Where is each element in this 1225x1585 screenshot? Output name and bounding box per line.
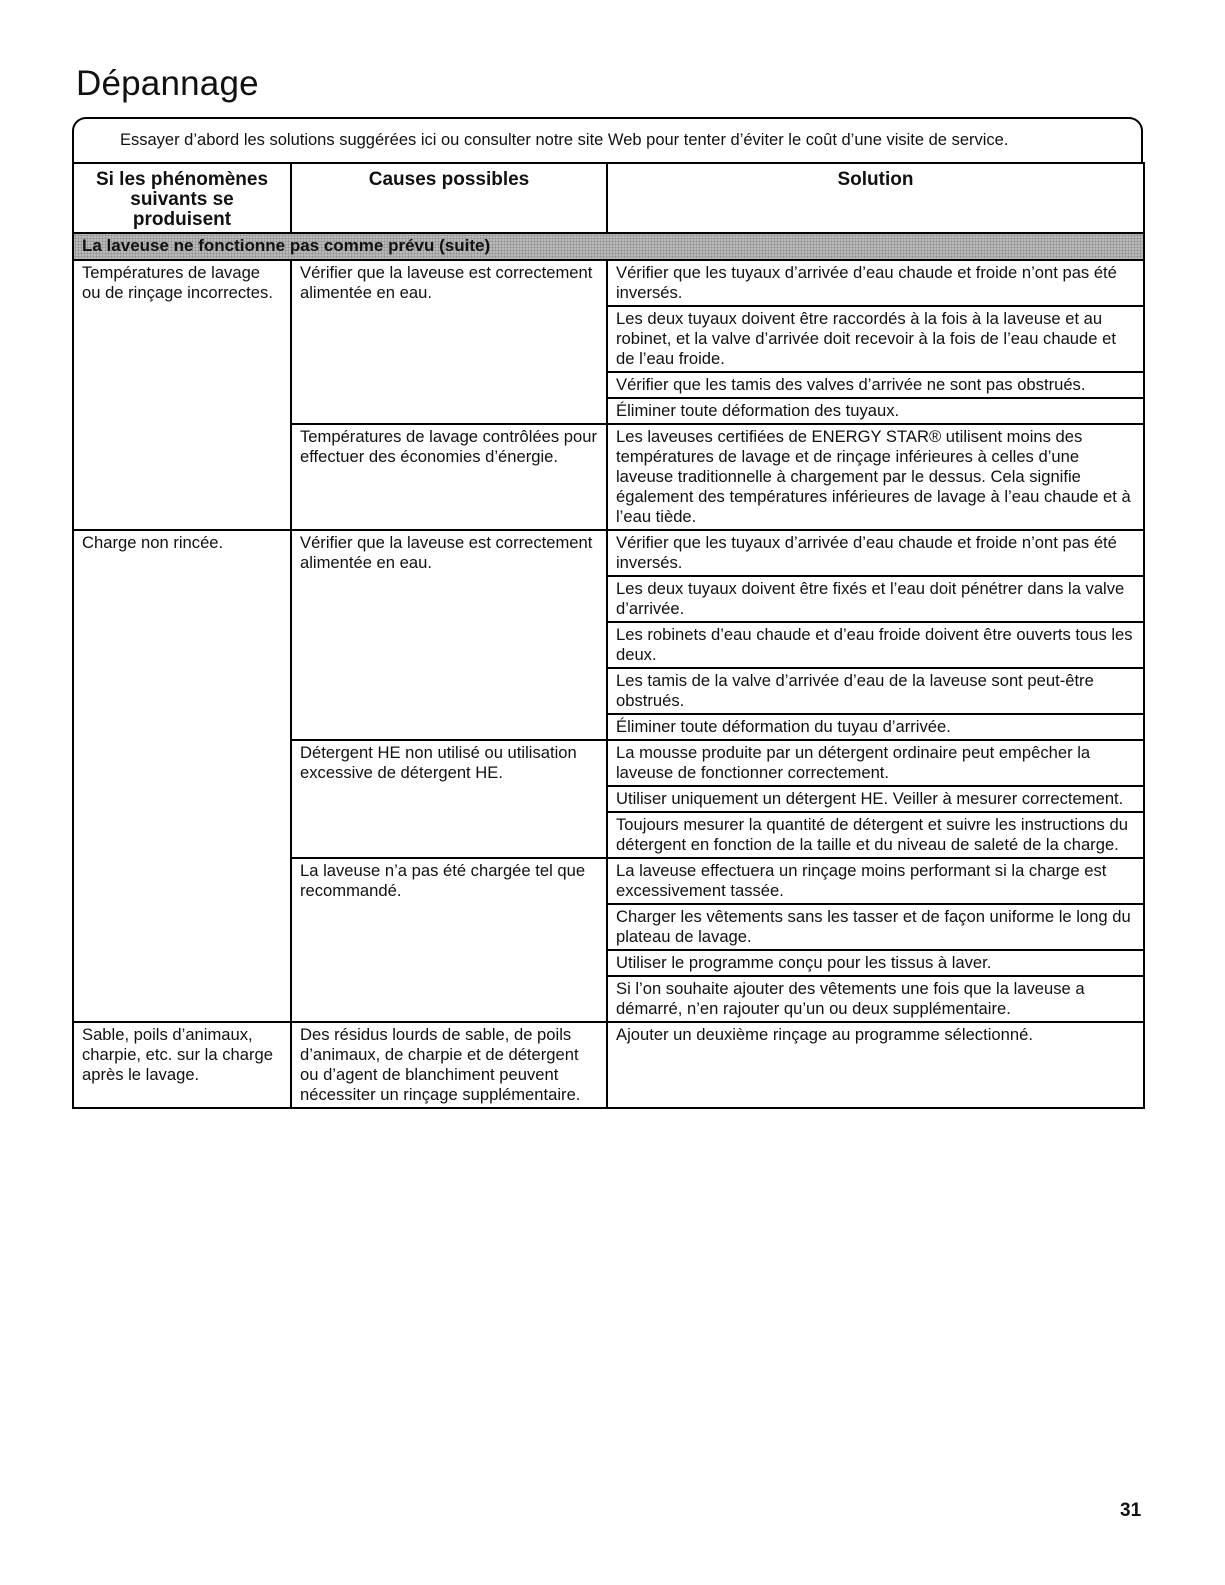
solution-cell: Si l’on souhaite ajouter des vêtements une fois que la laveuse a démarré, n’en rajouter qu’un ou deux supplémentaire. [607, 976, 1144, 1022]
solution-cell: Utiliser le programme conçu pour les tissus à laver. [607, 950, 1144, 976]
table-header-row [73, 163, 1144, 233]
header-cause: Causes possibles [291, 163, 607, 233]
symptom-cell: Températures de lavage ou de rinçage incorrectes. [73, 260, 291, 530]
solution-cell: La laveuse effectuera un rinçage moins performant si la charge est excessivement tassée. [607, 858, 1144, 904]
solution-cell: Les laveuses certifiées de ENERGY STAR® utilisent moins des températures de lavage et de rinçage inférieures à celles d’une laveuse traditionnelle à chargement par le dessus. Cela signifie également des températures inférieures de lavage à l’eau chaude et à l’eau tiède. [607, 424, 1144, 530]
solution-cell: Charger les vêtements sans les tasser et de façon uniforme le long du plateau de lavage. [607, 904, 1144, 950]
solution-cell: Les tamis de la valve d’arrivée d’eau de la laveuse sont peut-être obstrués. [607, 668, 1144, 714]
solution-cell: La mousse produite par un détergent ordinaire peut empêcher la laveuse de fonctionner correctement. [607, 740, 1144, 786]
header-solution: Solution [607, 163, 1144, 233]
solution-cell: Vérifier que les tuyaux d’arrivée d’eau chaude et froide n’ont pas été inversés. [607, 260, 1144, 306]
solution-cell: Les deux tuyaux doivent être raccordés à la fois à la laveuse et au robinet, et la valve d’arrivée doit recevoir à la fois de l’eau chaude et de l’eau froide. [607, 306, 1144, 372]
solution-cell: Les robinets d’eau chaude et d’eau froide doivent être ouverts tous les deux. [607, 622, 1144, 668]
solution-cell: Éliminer toute déformation des tuyaux. [607, 398, 1144, 424]
solution-cell: Les deux tuyaux doivent être fixés et l’eau doit pénétrer dans la valve d’arrivée. [607, 576, 1144, 622]
solution-cell: Vérifier que les tuyaux d’arrivée d’eau chaude et froide n’ont pas été inversés. [607, 530, 1144, 576]
cause-cell: Vérifier que la laveuse est correctement alimentée en eau. [291, 260, 607, 424]
symptom-cell: Charge non rincée. [73, 530, 291, 1022]
cause-cell: Températures de lavage contrôlées pour effectuer des économies d’énergie. [291, 424, 607, 530]
section-row [73, 233, 1144, 260]
table-row [73, 530, 1144, 576]
table-row [73, 260, 1144, 306]
header-symptom: Si les phénomènes suivants se produisent [73, 163, 291, 233]
symptom-cell: Sable, poils d’animaux, charpie, etc. sur la charge après le lavage. [73, 1022, 291, 1108]
page-title: Dépannage [76, 64, 259, 103]
solution-cell: Éliminer toute déformation du tuyau d’arrivée. [607, 714, 1144, 740]
solution-cell: Ajouter un deuxième rinçage au programme sélectionné. [607, 1022, 1144, 1108]
page-number: 31 [1120, 1500, 1142, 1521]
solution-cell: Utiliser uniquement un détergent HE. Veiller à mesurer correctement. [607, 786, 1144, 812]
intro-text: Essayer d’abord les solutions suggérées ici ou consulter notre site Web pour tenter d’éviter le coût d’une visite de service. [120, 131, 1009, 149]
cause-cell: Détergent HE non utilisé ou utilisation excessive de détergent HE. [291, 740, 607, 858]
section-heading: La laveuse ne fonctionne pas comme prévu (suite) [73, 233, 1144, 260]
cause-cell: La laveuse n’a pas été chargée tel que recommandé. [291, 858, 607, 1022]
solution-cell: Toujours mesurer la quantité de détergent et suivre les instructions du détergent en fonction de la taille et du niveau de saleté de la charge. [607, 812, 1144, 858]
troubleshooting-table [72, 162, 1145, 1109]
table-body [73, 233, 1144, 1108]
table-row [73, 1022, 1144, 1108]
solution-cell: Vérifier que les tamis des valves d’arrivée ne sont pas obstrués. [607, 372, 1144, 398]
cause-cell: Des résidus lourds de sable, de poils d’animaux, de charpie et de détergent ou d’agent de blanchiment peuvent nécessiter un rinçage supplémentaire. [291, 1022, 607, 1108]
cause-cell: Vérifier que la laveuse est correctement alimentée en eau. [291, 530, 607, 740]
